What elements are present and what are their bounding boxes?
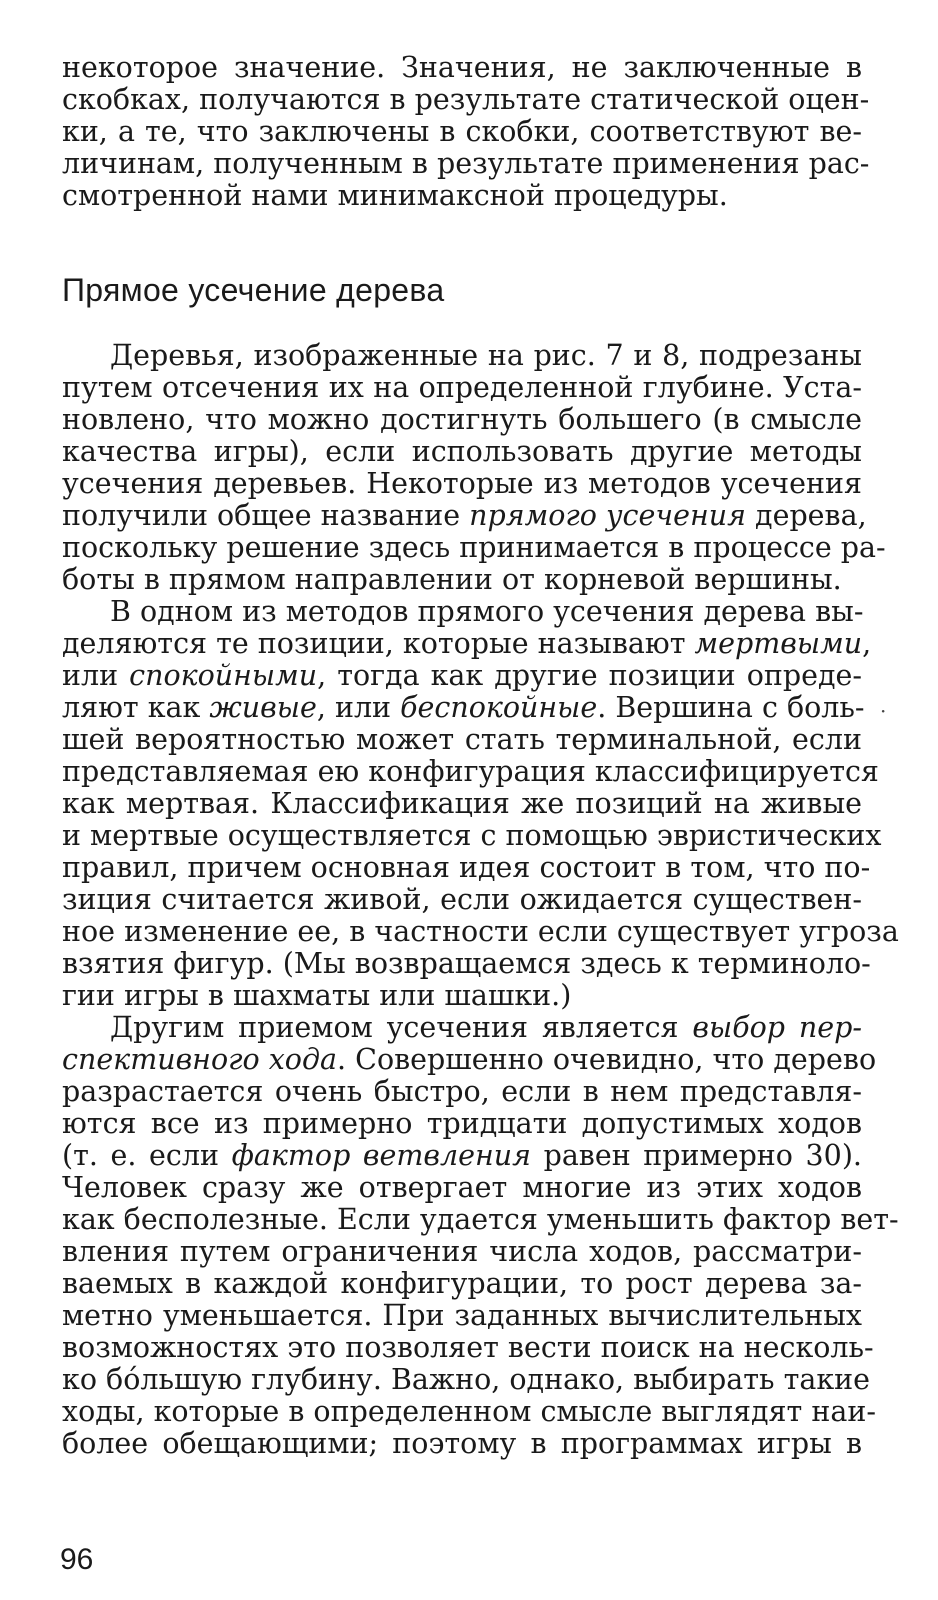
text-span: дерева,: [745, 499, 867, 532]
text-span: или: [62, 659, 130, 692]
text-line: ки, а те, что заключены в скобки, соответствуют ве-: [62, 115, 862, 148]
text-line: В одном из методов прямого усечения дерева вы-: [110, 595, 864, 628]
emphasis-term: живые: [209, 691, 317, 724]
emphasis-term: фактор ветвления: [231, 1139, 531, 1172]
paragraph-3: [62, 1011, 899, 1460]
text-line: как мертвая. Классификация же позиций на живые: [62, 787, 862, 820]
section-heading: Прямое усечение дерева: [62, 272, 445, 308]
text-span: (т. е. если: [62, 1139, 232, 1172]
text-line: гии игры в шахматы или шашки.): [62, 979, 572, 1012]
text-line: новлено, что можно достигнуть большего (в смысле: [62, 403, 862, 436]
text-line: усечения деревьев. Некоторые из методов усечения: [62, 467, 862, 500]
text-line: Человек сразу же отвергает многие из этих ходов: [62, 1171, 862, 1204]
text-line: смотренной нами минимаксной процедуры.: [62, 179, 728, 212]
text-line: метно уменьшается. При заданных вычислительных: [62, 1299, 862, 1332]
text-line: [62, 1043, 877, 1076]
paragraph-2: [62, 595, 899, 1012]
text-line: поскольку решение здесь принимается в процессе ра-: [62, 531, 886, 564]
text-line: [62, 499, 867, 532]
paragraph-1: [62, 339, 886, 596]
emphasis-term: беспокойные: [400, 691, 598, 724]
text-line: [62, 1140, 862, 1172]
text-line: [62, 1012, 862, 1044]
text-line: [62, 660, 862, 692]
text-line: ются все из примерно тридцати допустимых ходов: [62, 1107, 862, 1140]
paragraph-continued: [62, 51, 870, 212]
text-line: зиция считается живой, если ожидается существен-: [62, 883, 862, 916]
text-line: [62, 691, 865, 724]
text-line: вления путем ограничения числа ходов, рассматри-: [62, 1235, 862, 1268]
text-line: путем отсечения их на определенной глубине. Уста-: [62, 371, 862, 404]
text-line: некоторое значение. Значения, не заключенные в: [62, 51, 862, 84]
text-line: ко бо́льшую глубину. Важно, однако, выбирать такие: [62, 1363, 871, 1396]
text-line: шей вероятностью может стать терминальной, если: [62, 723, 862, 756]
page-number: 96: [60, 1543, 94, 1576]
text-line: [62, 627, 872, 660]
emphasis-term: спокойными: [129, 659, 318, 692]
text-span: Другим приемом усечения является: [110, 1011, 693, 1044]
text-line: личинам, полученным в результате применения рас-: [62, 147, 870, 180]
text-line: ваемых в каждой конфигурации, то рост дерева за-: [62, 1267, 862, 1300]
text-span: равен примерно 30).: [530, 1139, 862, 1172]
margin-mark: ·: [880, 699, 887, 723]
text-line: боты в прямом направлении от корневой вершины.: [62, 563, 842, 596]
text-line: Деревья, изображенные на рис. 7 и 8, подрезаны: [110, 339, 862, 372]
emphasis-term: прямого усечения: [469, 499, 746, 532]
text-line: ходы, которые в определенном смысле выглядят наи-: [62, 1395, 876, 1428]
text-span: , тогда как другие позиции опреде-: [317, 659, 862, 692]
text-span: ,: [862, 627, 872, 660]
text-line: ное изменение ее, в частности если существует угроза: [62, 915, 899, 948]
text-line: разрастается очень быстро, если в нем представля-: [62, 1075, 862, 1108]
text-line: возможностях это позволяет вести поиск на несколь-: [62, 1331, 874, 1364]
text-line: взятия фигур. (Мы возвращаемся здесь к терминоло-: [62, 947, 871, 980]
text-span: , или: [316, 691, 401, 724]
text-line: более обещающими; поэтому в программах игры в: [62, 1427, 862, 1460]
text-span: ляют как: [62, 691, 210, 724]
book-page: [62, 51, 899, 1460]
text-span: . Вершина с боль-: [597, 691, 865, 724]
emphasis-term: спективного хода: [62, 1043, 338, 1076]
text-line: качества игры), если использовать другие методы: [62, 435, 862, 468]
text-span: деляются те позиции, которые называют: [62, 627, 695, 660]
text-line: как бесполезные. Если удается уменьшить фактор вет-: [62, 1203, 899, 1236]
emphasis-term: выбор пер-: [692, 1011, 862, 1044]
text-line: правил, причем основная идея состоит в том, что по-: [62, 851, 871, 884]
text-span: получили общее название: [62, 499, 470, 532]
text-line: и мертвые осуществляется с помощью эвристических: [62, 819, 882, 852]
text-line: скобках, получаются в результате статической оцен-: [62, 83, 870, 116]
text-line: представляемая ею конфигурация классифицируется: [62, 755, 879, 788]
text-span: . Совершенно очевидно, что дерево: [337, 1043, 877, 1076]
emphasis-term: мертвыми: [694, 627, 863, 660]
